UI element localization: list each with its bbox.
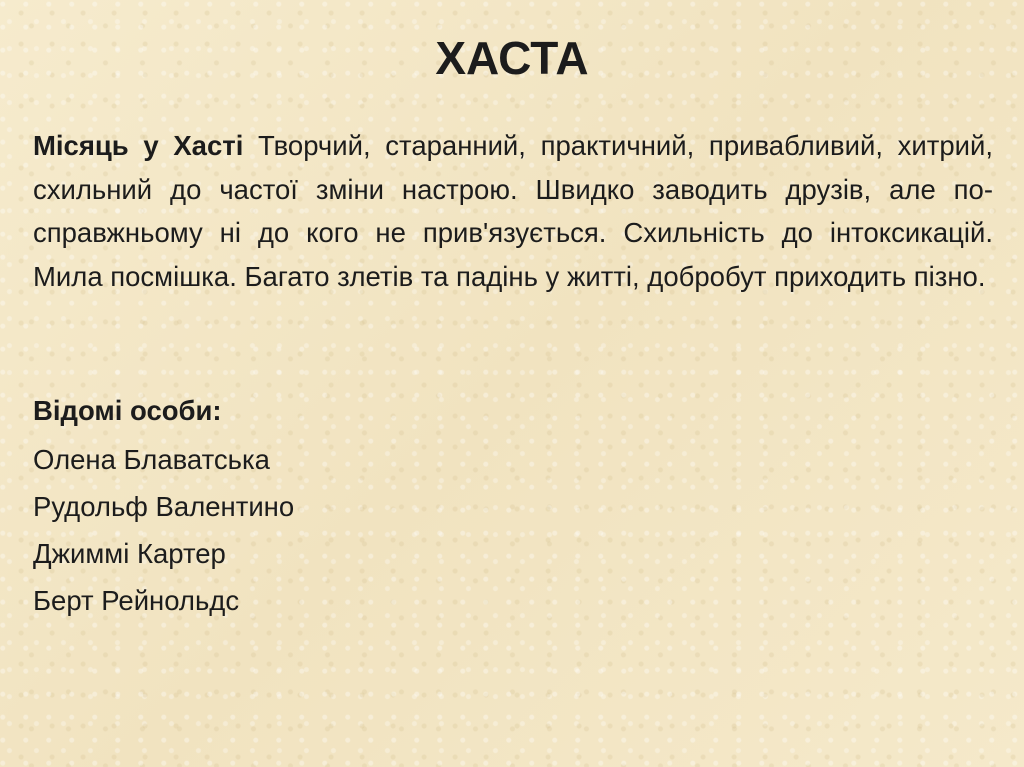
description-text: Творчий, старанний, практичний, привабливий, хитрий, схильний до частої зміни настрою. Швидко заводить друзів, але по-справжньому ні до кого не прив'язується. Схильність до інтоксикацій. Мила посмішка. Багато злетів та падінь у житті, добробут приходить пізно. — [33, 130, 993, 292]
list-item: Олена Блаватська — [33, 444, 270, 475]
list-item: Берт Рейнольдс — [33, 585, 240, 616]
slide-title: ХАСТА — [435, 32, 589, 84]
description-paragraph — [33, 124, 993, 298]
known-people-heading: Відомі особи: — [33, 395, 222, 426]
list-item: Рудольф Валентино — [33, 491, 295, 522]
list-item: Джиммі Картер — [33, 538, 226, 569]
description-lead: Місяць у Хасті — [33, 130, 244, 161]
known-people-list — [33, 436, 294, 624]
